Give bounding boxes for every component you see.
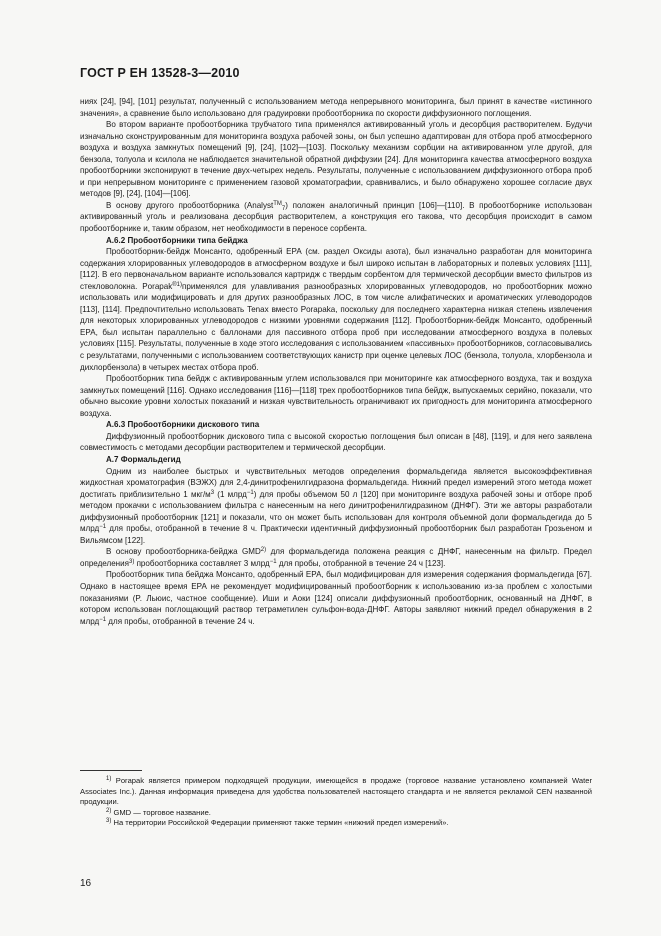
- paragraph-6: Диффузионный пробоотборник дискового типа с высокой скоростью поглощения был описан в [48], [119], и для него заявлена совместимость с методами десорбции растворителем и термической десорбции.: [80, 431, 592, 453]
- footnotes: [80, 776, 592, 829]
- paragraph-1: ниях [24], [94], [101] результат, полученный с использованием метода непрерывного мониторинга, был принят в качестве «истинного значения», а сравнение было использовано для градуировки пробоотборника по скорости диффузионного поглощения.: [80, 97, 592, 118]
- paragraph-8: В основу пробоотборника-бейджа GMD$^{2)}$ для формальдегида положена реакция с ДНФГ, нанесенным на фильтр. Предел определения$^{3)}$ пробоотборника составляет 3 млрд$^{-1}$ для пробы, отобранной в течение 24 ч [123].: [80, 547, 592, 568]
- footnote-1: $^{1)}$ Porapak является примером подходящей продукции, имеющейся в продаже (торговое название установлено компанией Water Associates Inc.). Данная информация приведена для удобства пользователей настоящего стандарта и не является рекламой CEN названной продукции.: [80, 776, 592, 806]
- main-text: [80, 96, 592, 627]
- paragraph-5: Пробоотборник типа бейдж с активированным углем использовался при мониторинге как атмосферного воздуха, так и воздуха замкнутых помещений [116]. Однако исследования [116]—[118] трех пробоотборников типа бейдж, выпускаемых серийно, показали, что обычно высокие уровни холостых показаний и низкая чувствительность ограничивают их пригодность для мониторинга атмосферного воздуха.: [80, 374, 592, 418]
- paragraph-4: Пробоотборник-бейдж Монсанто, одобренный ЕРА (см. раздел Оксиды азота), был изначально разработан для мониторинга содержания хлорированных углеводородов в атмосферном воздухе и был широко испытан в лабораторных и полевых условиях [111], [112]. В его первоначальном варианте использовался картридж с твердым сорбентом для термической десорбции вместо фильтров из стекловолокна. Porapak$^{®1)}$применялся для улавливания разнообразных хлорированных углеводородов, но пробоотборник можно использовать или модифицировать и для других разнообразных ЛОС, в том числе алифатических и ароматических углеводородов [113], [114]. Предпочтительно использовать Tenax вместо Porapaka, поскольку для последнего характерна низкая степень извлечения для некоторых хлорированных углеводородов с низкими уровнями содержания [112]. Пробоотборник-бейдж Монсанто, одобренный ЕРА, был испытан параллельно с баллонами для пассивного отбора проб при исследовании атмосферного воздуха в полевых условиях [115]. Результаты, полученные в ходе этого исследования с использованием «пассивных» пробоотборников, согласовывались с результатами, полученными с использованием соответствующих канистр при оценке целевых ЛОС (бензола, толуола, хлорбензола и дихлорбензола) в четырех местах отбора проб.: [80, 247, 592, 372]
- section-heading-a62: А.6.2 Пробоотборники типа бейджа: [106, 235, 248, 245]
- paragraph-2: Во втором варианте пробоотборника трубчатого типа применялся активированный уголь и десорбция растворителем. Будучи изначально сконструированным для мониторинга воздуха рабочей зоны, он был успешно адаптирован для отбора проб атмосферного воздуха и воздуха замкнутых помещений [9], [24], [102]—[103]. Поскольку механизм сорбции на активированном угле другой, для бензола, толуола и ксилола не наблюдается значительной обратной диффузии [24]. Для мониторинга качества атмосферного воздуха пробоотборники экспонируют в течение двух-четырех недель. Результаты, полученные с использованием диффузионного отбора проб и при непрерывном мониторинге с применением газовой хроматографии, сравнивались, и было обнаружено хорошее согласие двух методов [9], [24], [104]—[106].: [80, 120, 592, 199]
- footnote-3: $^{3)}$ На территории Российской Федерации применяют также термин «нижний предел измерений».: [106, 818, 449, 827]
- page-number: 16: [80, 878, 92, 889]
- footnote-2: $^{2)}$ GMD — торговое название.: [106, 807, 211, 817]
- footnote-separator: [80, 770, 142, 771]
- document-header: ГОСТ Р ЕН 13528-3—2010: [80, 66, 240, 80]
- section-heading-a7: А.7 Формальдегид: [106, 454, 181, 464]
- section-heading-a63: А.6.3 Пробоотборники дискового типа: [106, 420, 260, 430]
- paragraph-3: В основу другого пробоотборника (Analyst™$_7$) положен аналогичный принцип [106]—[110]. В пробоотборнике использован активированный уголь и реализована десорбция растворителем, а конструкция его такова, что десорбция происходит в самом пробоотборнике и, таким образом, нет необходимости в переносе сорбента.: [80, 200, 592, 234]
- paragraph-7: Одним из наиболее быстрых и чувствительных методов определения формальдегида является высокоэффективная жидкостная хроматография (ВЭЖХ) для 2,4-динитрофенилгидразона формальдегида. Нижний предел измерений этого метода может достигать приблизительно 1 мкг/$м^3$ (1 млрд$^{-1}$) для пробы объемом 50 л [120] при мониторинге воздуха рабочей зоны и отборе проб методом прокачки с использованием фильтра с нанесенным на него динитрофенилгидразином (ДНФГ). Эти же авторы разработали диффузионный пробоотборник [121] и показали, что он может быть использован для контроля объемной доли формальдегида до 5 млрд$^{-1}$ для пробы, отобранной в течение 8 ч. Практически идентичный диффузионный пробоотборник был разработан Грозьеном и Вильямсом [122].: [80, 466, 593, 545]
- paragraph-9: Пробоотборник типа бейджа Монсанто, одобренный ЕРА, был модифицирован для измерения содержания формальдегида [67]. Однако в настоящее время ЕРА не рекомендует модифицированный пробоотборник к использованию из-за проблем с холостыми показаниями (P. Льюис, частное сообщение). Иши и Аоки [124] описали диффузионный пробоотборник, основанный на ДНФГ, в котором использован поглощающий раствор тетраметилен сульфон-вода-ДНФГ. Авторы заявляют нижний предел обнаружения в 2 млрд$^{-1}$ для пробы, отобранной в течение 24 ч.: [80, 570, 592, 626]
